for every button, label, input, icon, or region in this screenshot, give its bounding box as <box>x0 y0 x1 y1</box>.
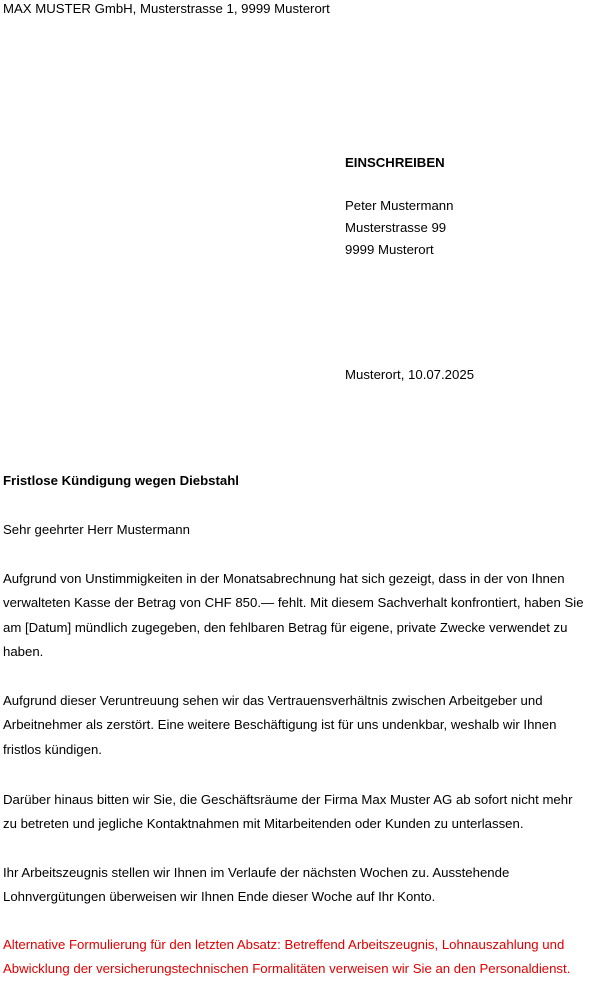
paragraph-line: verwalteten Kasse der Betrag von CHF 850.— fehlt. Mit diesem Sachverhalt konfrontiert, haben Sie <box>3 595 584 611</box>
recipient-street: Musterstrasse 99 <box>345 220 447 235</box>
recipient-name: Peter Mustermann <box>345 198 454 213</box>
paragraph-line: Darüber hinaus bitten wir Sie, die Geschäftsräume der Firma Max Muster AG ab sofort nicht mehr <box>3 792 573 807</box>
paragraph-line: Aufgrund dieser Veruntreuung sehen wir das Vertrauensverhältnis zwischen Arbeitgeber und <box>3 693 543 708</box>
alternative-note-line: Alternative Formulierung für den letzten Absatz: Betreffend Arbeitszeugnis, Lohnauszahlung und <box>3 937 565 952</box>
paragraph-line: fristlos kündigen. <box>3 741 102 757</box>
letter-subject: Fristlose Kündigung wegen Diebstahl <box>3 473 239 488</box>
paragraph-line: haben. <box>3 643 44 659</box>
paragraph-line: zu betreten und jegliche Kontaktnahmen mit Mitarbeitenden oder Kunden zu unterlassen. <box>3 816 524 832</box>
paragraph-discrepancy <box>3 567 605 664</box>
paragraph-line: Aufgrund von Unstimmigkeiten in der Monatsabrechnung hat sich gezeigt, dass in der von Ihnen <box>3 571 565 586</box>
recipient-city: 9999 Musterort <box>345 242 434 257</box>
paragraph-premises-ban <box>3 788 605 837</box>
paragraph-line: Arbeitnehmer als zerstört. Eine weitere Beschäftigung ist für uns undenkbar, weshalb wir Ihnen <box>3 717 557 733</box>
paragraph-line: Lohnvergütungen überweisen wir Ihnen Ende dieser Woche auf Ihr Konto. <box>3 889 436 905</box>
paragraph-reference-wages <box>3 861 605 910</box>
alternative-note-line: Abwicklung der versicherungstechnischen Formalitäten verweisen wir Sie an den Personaldienst. <box>3 961 571 977</box>
registered-mail-label: EINSCHREIBEN <box>345 155 445 170</box>
sender-address-line: MAX MUSTER GmbH, Musterstrasse 1, 9999 Musterort <box>3 1 330 16</box>
alternative-wording-note <box>3 933 605 982</box>
paragraph-termination <box>3 689 605 762</box>
recipient-address-block <box>345 152 453 261</box>
salutation: Sehr geehrter Herr Mustermann <box>3 522 190 537</box>
paragraph-line: Ihr Arbeitszeugnis stellen wir Ihnen im Verlaufe der nächsten Wochen zu. Ausstehende <box>3 865 510 880</box>
paragraph-line: am [Datum] mündlich zugegeben, den fehlbaren Betrag für eigene, private Zwecke verwendet zu <box>3 619 568 635</box>
place-and-date: Musterort, 10.07.2025 <box>345 367 475 382</box>
